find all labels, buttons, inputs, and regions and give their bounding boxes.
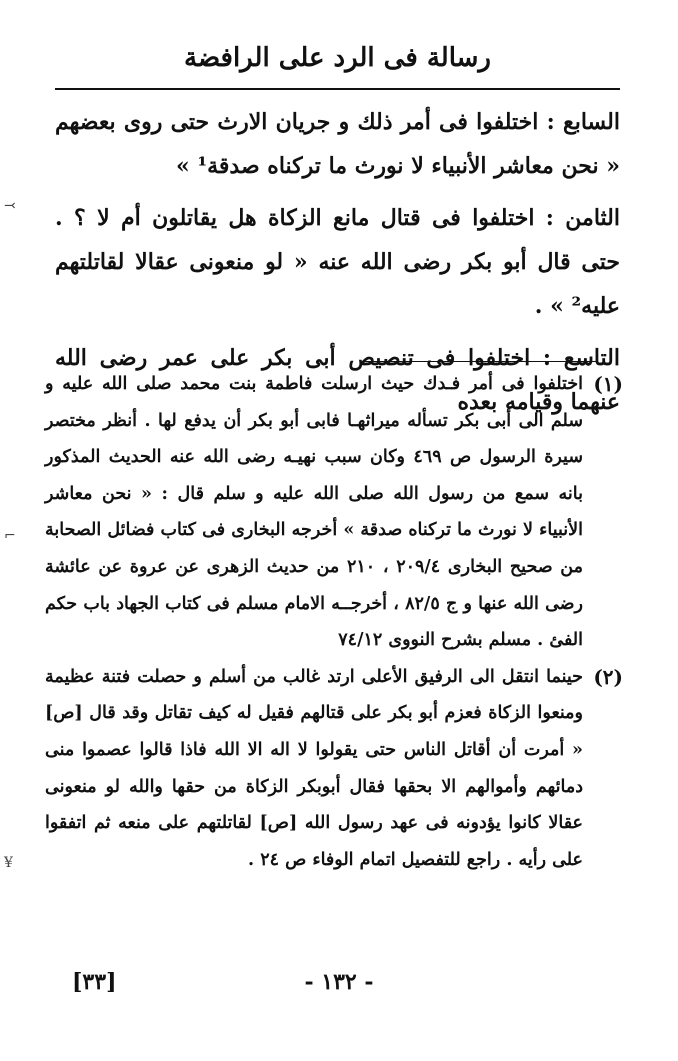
margin-mark-icon: ⤙ (4, 198, 16, 214)
page-title: رسالة فى الرد على الرافضة (184, 43, 491, 73)
header-divider (55, 88, 620, 90)
footnote-text: حينما انتقل الى الرفيق الأعلى ارتد غالب من أسلم و حصلت فتنة عظيمة ومنعوا الزكاة فعزم أبو بكر على قتالهم فقيل له كيف تقاتل وقد قال [ص] « أمرت أن أقاتل الناس حتى يقولوا لا اله الا الله فاذا قالوا عصموا منى دمائهم وأموالهم الا بحقها فقال أبوبكر الزكاة من حقها والله لو منعونى عقالا كانوا يؤدونه فى عهد رسول الله [ص] لقاتلتهم على منعه ثم اتفقوا على رأيه . راجع للتفصيل اتمام الوفاء ص ٢٤ . (45, 666, 583, 870)
footnote-divider (365, 361, 598, 362)
footnote-number: (١) (593, 372, 623, 396)
paragraph-seventh: السابع : اختلفوا فى أمر ذلك و جريان الارث حتى روى بعضهم « نحن معاشر الأنبياء لا نورث ما تركناه صدقة¹ » (55, 109, 620, 179)
margin-mark-icon: ¥ (4, 855, 13, 871)
footnotes (45, 366, 623, 878)
footnote-text: اختلفوا فى أمر فـدك حيث ارسلت فاطمة بنت محمد صلى الله عليه و سلم الى أبى بكر تسأله ميراثهـا فابى أبو بكر أن يدفع لها . أنظر مختصر سيرة الرسول ص ٤٦٩ وكان سبب نهيـه رضى الله عنه الحديث المذكور بانه سمع من رسول الله صلى الله عليه و سلم قال : « نحن معاشر الأنبياء لا نورث ما تركناه صدقة » أخرجه البخارى فى كتاب فضائل الصحابة من صحيح البخارى ٢٠٩/٤ ، ٢١٠ من حديث الزهرى عن عروة عن عائشة رضى الله عنها و ج ٨٢/٥ ، أخرجــه الامام مسلم فى كتاب الجهاد باب حكم الفئ . مسلم بشرح النووى ٧٤/١٢ (45, 374, 583, 651)
page-number: - ١٣٢ - (304, 969, 374, 995)
footnote-1 (45, 366, 623, 659)
page-footer (0, 958, 678, 1008)
footnote-number: (٢) (593, 664, 623, 689)
paragraph-ninth: التاسع : اختلفوا فى تنصيص أبى بكر على عمر رضى الله عنهما وقيامه بعده (55, 345, 620, 415)
paragraph-eighth: الثامن : اختلفوا فى قتال مانع الزكاة هل يقاتلون أم لا ؟ . حتى قال أبو بكر رضى الله عنه « لو منعونى عقالا لقاتلتهم عليه² » . (55, 205, 620, 319)
page-box-number: [٣٣] (72, 969, 117, 995)
footnote-2 (45, 659, 623, 879)
running-header (55, 30, 620, 90)
margin-mark-icon: ⌐ (4, 528, 16, 544)
